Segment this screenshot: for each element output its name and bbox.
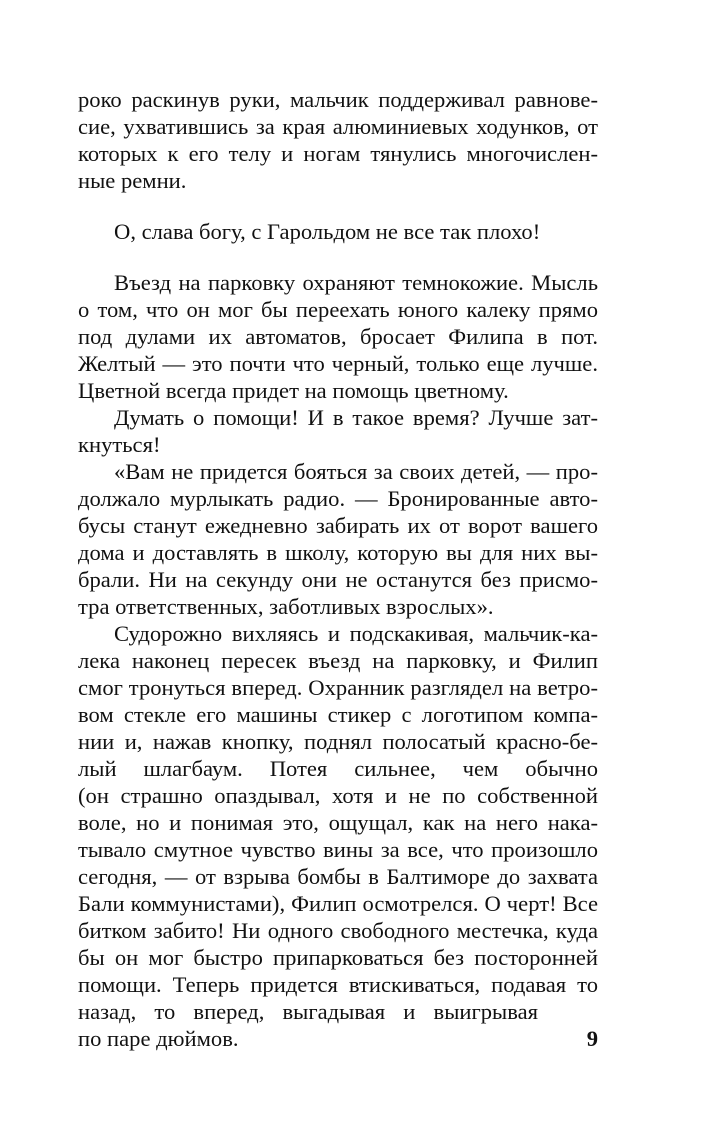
text-line: Бали коммунистами), Филип осмотрелся. О черт! Все <box>78 891 598 916</box>
paragraph <box>78 458 598 620</box>
text-line: тра ответственных, заботливых взрослых». <box>78 594 494 619</box>
text-line: кнуться! <box>78 432 161 457</box>
text-line: Въезд на парковку охраняют темнокожие. Мысль <box>114 270 598 295</box>
text-line: бы он мог быстро припарковаться без посторонней <box>78 945 598 970</box>
text-line: дома и доставлять в школу, которую вы для них вы- <box>78 540 598 565</box>
text-line: назад, то вперед, выгадывая и выигрывая <box>78 999 538 1024</box>
section-gap <box>78 245 598 269</box>
last-line-row <box>78 1025 598 1052</box>
paragraph <box>78 269 598 404</box>
paragraph <box>78 404 598 458</box>
section-gap <box>78 194 598 218</box>
text-line: по паре дюймов. <box>78 1026 239 1051</box>
text-line: бусы станут ежедневно забирать их от ворот вашего <box>78 513 598 538</box>
text-line: нии и, нажав кнопку, поднял полосатый красно-бе- <box>78 729 598 754</box>
text-line: воле, но и понимая это, ощущал, как на него нака- <box>78 810 598 835</box>
text-line: о том, что он мог бы переехать юного калеку прямо <box>78 297 598 322</box>
text-line: Желтый — это почти что черный, только еще лучше. <box>78 351 598 376</box>
text-line: «Вам не придется бояться за своих детей, — про- <box>114 459 598 484</box>
text-line: роко раскинув руки, мальчик поддерживал равнове- <box>78 87 598 112</box>
text-line: сие, ухватившись за края алюминиевых ходунков, от <box>78 114 598 139</box>
text-line: О, слава богу, с Гарольдом не все так плохо! <box>114 219 541 244</box>
text-line: (он страшно опаздывал, хотя и не по собственной <box>78 783 598 808</box>
book-page <box>78 86 598 1052</box>
text-line: ные ремни. <box>78 168 187 193</box>
text-line: лека наконец пересек въезд на парковку, и Филип <box>78 648 598 673</box>
text-line: Цветной всегда придет на помощь цветному. <box>78 378 509 403</box>
paragraph <box>78 620 598 1052</box>
text-line: должало мурлыкать радио. — Бронированные авто- <box>78 486 598 511</box>
text-line: помощи. Теперь придется втискиваться, подавая то <box>78 972 598 997</box>
paragraph <box>78 86 598 194</box>
page-number: 9 <box>586 1026 598 1051</box>
text-line: вом стекле его машины стикер с логотипом компа- <box>78 702 598 727</box>
text-line: смог тронуться вперед. Охранник разглядел на ветро- <box>78 675 598 700</box>
text-line: Судорожно вихляясь и подскакивая, мальчик-ка- <box>114 621 598 646</box>
paragraph <box>78 218 598 245</box>
text-line: сегодня, — от взрыва бомбы в Балтиморе до захвата <box>78 864 598 889</box>
text-line: которых к его телу и ногам тянулись многочислен- <box>78 141 598 166</box>
text-line: Думать о помощи! И в такое время? Лучше зат- <box>114 405 598 430</box>
text-line: тывало смутное чувство вины за все, что произошло <box>78 837 598 862</box>
text-line: лый шлагбаум. Потея сильнее, чем обычно <box>78 756 598 781</box>
text-line: битком забито! Ни одного свободного местечка, куда <box>78 918 598 943</box>
text-line: под дулами их автоматов, бросает Филипа в пот. <box>78 324 598 349</box>
text-line: брали. Ни на секунду они не останутся без присмо- <box>78 567 598 592</box>
